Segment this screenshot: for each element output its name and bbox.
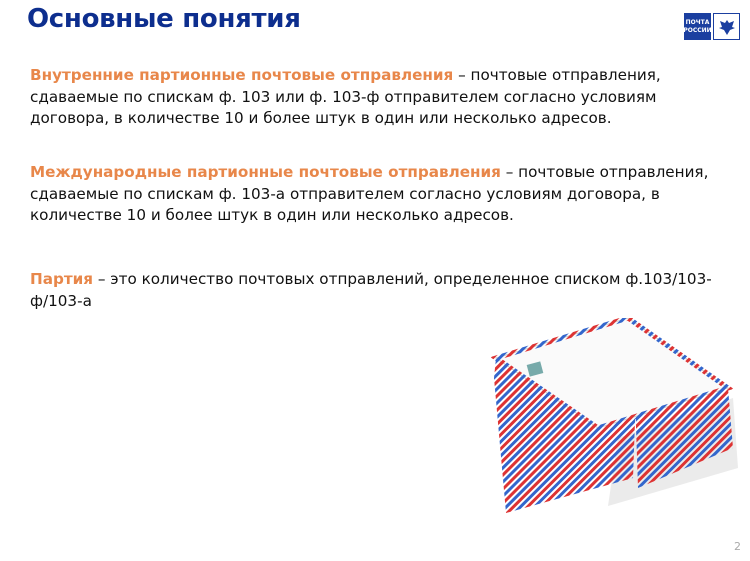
pochta-rossii-logo [684, 13, 740, 40]
definition-international [30, 162, 730, 227]
logo-text-line: ПОЧТА [685, 18, 710, 26]
logo-text-line: РОССИИ [683, 26, 712, 34]
term: Международные партионные почтовые отправления [30, 163, 501, 181]
definition-domestic [30, 65, 730, 130]
term: Партия [30, 270, 94, 288]
definition-text: – почтовые отправления, сдаваемые по спискам ф. 103-а отправителем согласно условиям договора, в количестве 10 и более штук в один или несколько адресов. [30, 163, 709, 224]
definition-text: – почтовые отправления, сдаваемые по спискам ф. 103 или ф. 103-ф отправителем согласно условиям договора, в количестве 10 и более штук в один или несколько адресов. [30, 66, 661, 127]
definition-batch [30, 269, 730, 312]
envelope-stack-image [488, 318, 748, 522]
slide-title: Основные понятия [27, 4, 301, 34]
term: Внутренние партионные почтовые отправления [30, 66, 454, 84]
page-number: 2 [734, 540, 741, 553]
definition-text: – это количество почтовых отправлений, определенное списком ф.103/103-ф/103-а [30, 270, 712, 310]
logo-text [684, 13, 711, 40]
eagle-emblem-icon [713, 13, 740, 40]
